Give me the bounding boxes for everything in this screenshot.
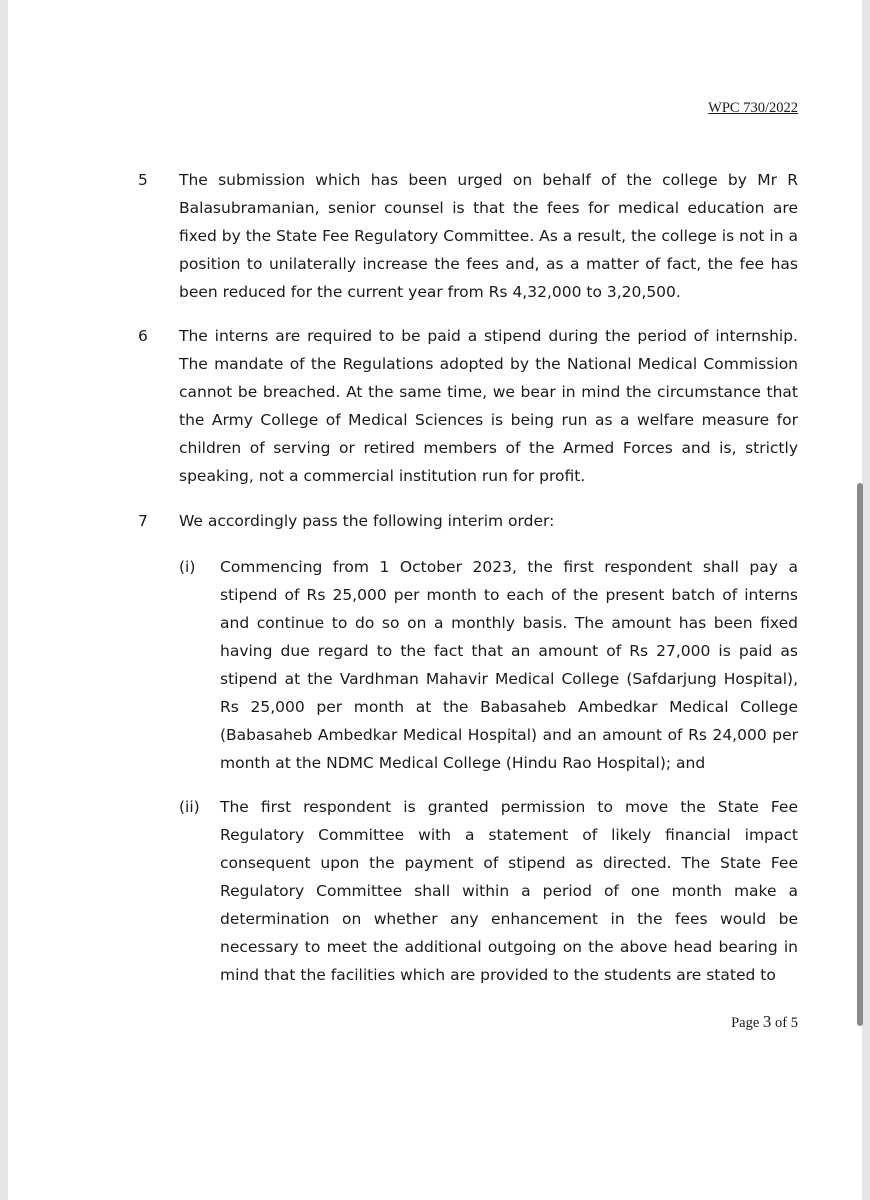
paragraph-number: 6 xyxy=(138,327,148,345)
vertical-scrollbar-thumb[interactable] xyxy=(857,483,863,1026)
page-number-footer xyxy=(731,1012,798,1032)
sub-paragraph-number: (i) xyxy=(179,558,196,576)
paragraph-text: We accordingly pass the following interim order: xyxy=(179,512,555,530)
paragraph-text: The interns are required to be paid a stipend during the period of internship. The mandate of the Regulations adopted by the National Medical Commission cannot be breached. At the same time, we bear in mind the circumstance that the Army College of Medical Sciences is being run as a welfare measure for children of serving or retired members of the Armed Forces and is, strictly speaking, not a commercial institution run for profit. xyxy=(179,327,798,485)
left-viewer-margin xyxy=(0,0,8,1200)
right-viewer-margin xyxy=(862,0,870,1200)
sub-paragraph-text: The first respondent is granted permission to move the State Fee Regulatory Committee with a statement of likely financial impact consequent upon the payment of stipend as directed. The State Fee Regulatory Committee shall within a period of one month make a determination on whether any enhancement in the fees would be necessary to meet the additional outgoing on the above head bearing in mind that the facilities which are provided to the students are stated to xyxy=(220,798,798,984)
paragraph-number: 7 xyxy=(138,512,148,530)
total-pages: 5 xyxy=(790,1015,798,1031)
sub-paragraph-number: (ii) xyxy=(179,798,200,816)
page-prefix: Page xyxy=(731,1015,763,1031)
sub-paragraph-text: Commencing from 1 October 2023, the first respondent shall pay a stipend of Rs 25,000 per month to each of the present batch of interns and continue to do so on a monthly basis. The amount has been fixed having due regard to the fact that an amount of Rs 27,000 is paid as stipend at the Vardhman Mahavir Medical College (Safdarjung Hospital), Rs 25,000 per month at the Babasaheb Ambedkar Medical College (Babasaheb Ambedkar Medical Hospital) and an amount of Rs 24,000 per month at the NDMC Medical College (Hindu Rao Hospital); and xyxy=(220,558,798,772)
case-number-header: WPC 730/2022 xyxy=(708,100,798,116)
paragraph-text: The submission which has been urged on behalf of the college by Mr R Balasubramanian, senior counsel is that the fees for medical education are fixed by the State Fee Regulatory Committee. As a result, the college is not in a position to unilaterally increase the fees and, as a matter of fact, the fee has been reduced for the current year from Rs 4,32,000 to 3,20,500. xyxy=(179,171,798,301)
paragraph-number: 5 xyxy=(138,171,148,189)
current-page-number: 3 xyxy=(762,1012,772,1031)
page-of: of xyxy=(771,1015,791,1031)
